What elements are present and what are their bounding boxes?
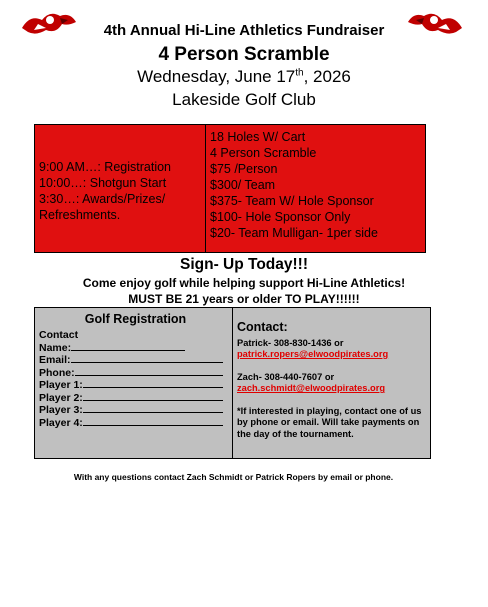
player4-field-row: Player 4: [39,417,232,430]
event-format: 4 Person Scramble [158,44,330,65]
pricing-item: $375- Team W/ Hole Sponsor [210,194,374,208]
name-field-row: Name: [39,342,232,355]
player4-field[interactable] [83,417,223,426]
schedule-item: 9:00 AM…: Registration [39,160,172,174]
registration-title: Golf Registration [84,312,187,326]
player1-field-row: Player 1: [39,379,232,392]
contact-info [233,308,430,458]
phone-field[interactable] [75,367,223,376]
phone-field-row: Phone: [39,367,232,380]
schedule-item: Refreshments. [39,208,121,222]
schedule-item: 3:30…: Awards/Prizes/ [39,192,166,206]
contact-title: Contact: [237,320,288,334]
event-date: Wednesday, June 17th, 2026 [137,67,351,86]
age-requirement: MUST BE 21 years or older TO PLAY!!!!!! [128,292,360,306]
event-title: 4th Annual Hi-Line Athletics Fundraiser [103,22,385,39]
player2-field[interactable] [83,392,223,401]
footer-note: With any questions contact Zach Schmidt or Patrick Ropers by email or phone. [73,472,394,482]
player1-field[interactable] [83,379,223,388]
event-venue: Lakeside Golf Club [172,90,316,109]
registration-box [34,307,431,459]
patrick-email-link[interactable]: patrick.ropers@elwoodpirates.org [237,349,389,359]
zach-email-link[interactable]: zach.schmidt@elwoodpirates.org [237,383,386,393]
zach-phone: Zach- 308-440-7607 or [237,371,335,382]
contact-note: *If interested in playing, contact one of us by phone or email. Will take payments on the day of the tournament. [237,405,422,439]
pricing-item: $20- Team Mulligan- 1per side [210,226,378,240]
pricing-item: 4 Person Scramble [210,146,317,160]
signup-headline: Sign- Up Today!!! [180,256,308,273]
player3-field[interactable] [83,404,223,413]
pricing-item: $100- Hole Sponsor Only [210,210,351,224]
pricing-item: $75 /Person [210,162,278,176]
pricing-item: 18 Holes W/ Cart [210,130,306,144]
email-field[interactable] [71,354,223,363]
registration-form [35,308,233,458]
player3-field-row: Player 3: [39,404,232,417]
player2-field-row: Player 2: [39,392,232,405]
schedule-item: 10:00…: Shotgun Start [39,176,167,190]
email-field-row: Email: [39,354,232,367]
pricing-column [206,125,425,252]
name-field[interactable] [71,342,185,351]
signup-tagline: Come enjoy golf while helping support Hi-Line Athletics! [82,276,406,290]
contact-label: Contact [39,329,79,341]
event-details-box [34,124,426,253]
patrick-phone: Patrick- 308-830-1436 or [237,337,344,348]
pricing-item: $300/ Team [210,178,276,192]
schedule-column [35,125,206,252]
